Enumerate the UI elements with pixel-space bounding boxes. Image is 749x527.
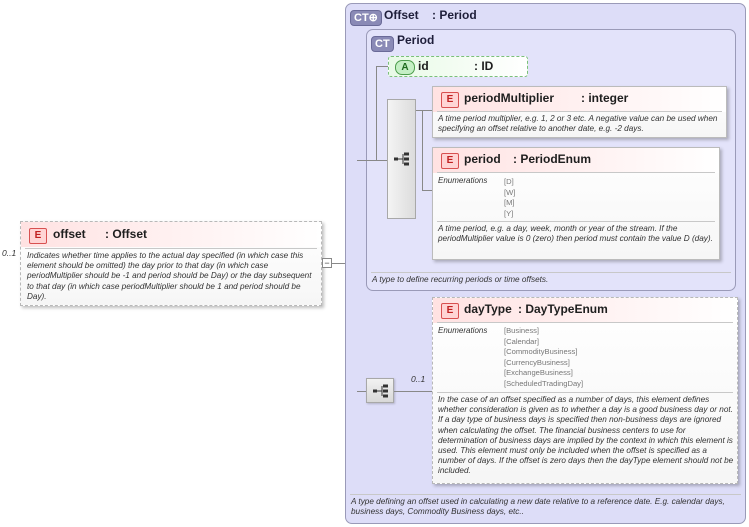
root-name: Offset xyxy=(384,8,419,22)
period-multiplier-element[interactable] xyxy=(432,86,727,138)
connector xyxy=(394,391,432,392)
element-name: period xyxy=(464,152,501,166)
connector xyxy=(376,66,388,67)
attribute-badge: A xyxy=(395,60,415,75)
divider xyxy=(437,221,715,222)
attribute-type: : ID xyxy=(474,59,494,73)
enum-value: [CurrencyBusiness] xyxy=(504,357,570,367)
element-name: periodMultiplier xyxy=(464,91,554,105)
attribute-name: id xyxy=(418,59,429,73)
divider xyxy=(25,248,317,249)
enum-value: [ScheduledTradingDay] xyxy=(504,378,584,388)
element-type: : DayTypeEnum xyxy=(518,302,608,316)
enum-value: [ExchangeBusiness] xyxy=(504,368,573,377)
divider xyxy=(350,494,741,495)
sequence-icon xyxy=(393,152,411,166)
element-doc: A time period, e.g. a day, week, month or year of the stream. If the periodMultiplier value is 0 (zero) then period must contain the value D (day). xyxy=(438,224,713,244)
divider xyxy=(437,111,722,112)
offset-type: : Offset xyxy=(105,227,147,241)
element-doc: A time period multiplier, e.g. 1, 2 or 3 etc. A negative value can be used when specifying an offset relative to another date, e.g. -2 days. xyxy=(438,114,718,134)
day-type-element[interactable] xyxy=(432,297,738,484)
attribute-id[interactable] xyxy=(388,56,528,77)
offset-name: offset xyxy=(53,227,86,241)
connector xyxy=(376,66,377,160)
element-badge: E xyxy=(441,303,459,319)
sequence-compositor[interactable] xyxy=(366,378,394,403)
element-type: : PeriodEnum xyxy=(513,152,592,166)
day-type-occurrence: 0..1 xyxy=(411,374,426,384)
enumerations-label: Enumerations xyxy=(438,176,488,185)
root-type: : Period xyxy=(432,8,477,22)
collapse-toggle[interactable] xyxy=(322,258,332,268)
element-name: dayType xyxy=(464,302,512,316)
element-type: : integer xyxy=(581,91,629,105)
divider xyxy=(371,272,731,273)
element-doc: In the case of an offset specified as a number of days, this element defines whether consideration is given as to whether a day is a good business day or not. If a day type of business days is specified then non-business days are ignored when calculating the offset. The financial business centers to use for determination of business days are implied by the context in which this element is used. This element must only be included when the offset is specified as a number of days. If the offset is zero days then the dayType element should not be included. xyxy=(438,395,734,476)
connector xyxy=(422,190,432,191)
element-badge: E xyxy=(441,92,459,108)
connector xyxy=(422,110,432,111)
enum-value: [Calendar] xyxy=(504,336,540,346)
connector xyxy=(422,110,423,190)
complex-type-badge: CT xyxy=(371,36,394,52)
enum-value: [D] xyxy=(504,177,514,186)
enum-value: [M] xyxy=(504,198,515,207)
element-badge: E xyxy=(29,228,47,244)
period-type-doc: A type to define recurring periods or time offsets. xyxy=(372,275,549,284)
sequence-icon xyxy=(372,384,390,398)
period-element[interactable] xyxy=(432,147,720,260)
offset-element[interactable] xyxy=(20,221,322,306)
enum-value: [Business] xyxy=(504,326,540,335)
offset-doc: Indicates whether time applies to the actual day specified (in which case this element should be omitted) the day prior to that day (in which case periodMultiplier should be -1 and period should be Day) or the day subsequent to that day (in which case periodMultiplier should be 1 and period should be Day). xyxy=(27,251,312,301)
enum-value: [W] xyxy=(504,187,516,197)
enumerations-label: Enumerations xyxy=(438,326,488,335)
period-type-name: Period xyxy=(397,33,435,47)
divider xyxy=(437,392,733,393)
enum-value: [CommodityBusiness] xyxy=(504,347,578,356)
complex-type-badge: CT⊕ xyxy=(350,10,382,26)
connector xyxy=(357,391,366,392)
root-doc: A type defining an offset used in calculating a new date relative to a reference date. E.g. calendar days, business days, Commodity Business days, etc.. xyxy=(351,497,725,517)
offset-occurrence: 0..1 xyxy=(2,248,17,258)
connector xyxy=(357,160,387,161)
divider xyxy=(437,322,733,323)
divider xyxy=(437,172,715,173)
enum-value: [Y] xyxy=(504,208,514,218)
element-badge: E xyxy=(441,153,459,169)
collapse-icon: − xyxy=(324,258,330,268)
sequence-compositor[interactable] xyxy=(387,99,416,219)
